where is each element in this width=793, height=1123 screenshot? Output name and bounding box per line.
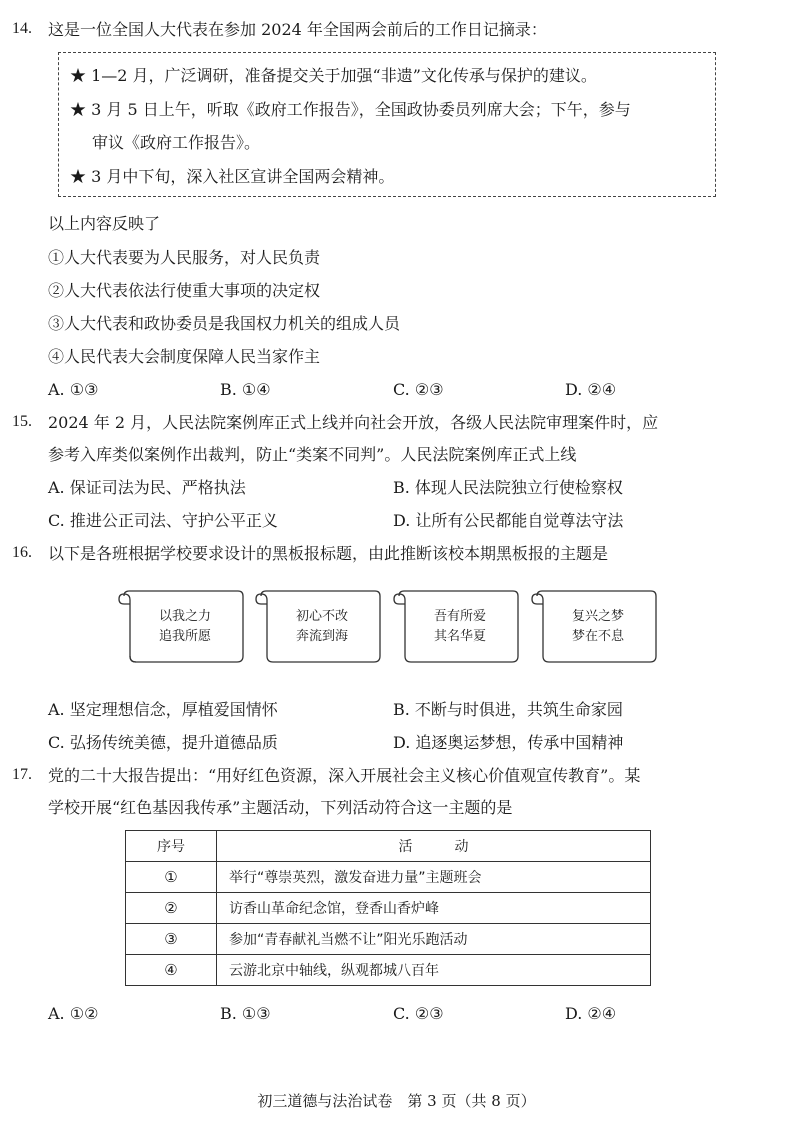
statement-2: ②人大代表依法行使重大事项的决定权 [48,281,321,300]
q14-option-a[interactable]: A. ①③ [48,380,99,399]
diary-line-2: ★ 3 月 5 日上午，听取《政府工作报告》，全国政协委员列席大会；下午，参与 [70,100,631,119]
banner-3-line-1: 吾有所爱 [433,609,486,624]
question-17-stem-line-1: 党的二十大报告提出：“用好红色资源，深入开展社会主义核心价值观宣传教育”。某 [48,766,641,785]
q17-option-d[interactable]: D. ②④ [565,1004,617,1023]
table-cell-activity: 举行“尊崇英烈，激发奋进力量”主题班会 [217,862,651,893]
q14-option-d[interactable]: D. ②④ [565,380,617,399]
question-15-stem-line-1: 2024 年 2 月，人民法院案例库正式上线并向社会开放，各级人民法院审理案件时，应 [48,413,659,432]
table-row [126,862,651,893]
question-14-stem: 这是一位全国人大代表在参加 2024 年全国两会前后的工作日记摘录： [48,20,547,39]
q16-option-c[interactable]: C. 弘扬传统美德，提升道德品质 [48,733,278,752]
q14-option-c[interactable]: C. ②③ [393,380,444,399]
statement-3: ③人大代表和政协委员是我国权力机关的组成人员 [48,314,401,333]
question-16-stem: 以下是各班根据学校要求设计的黑板报标题，由此推断该校本期黑板报的主题是 [48,544,609,563]
q15-option-a[interactable]: A. 保证司法为民、严格执法 [48,478,246,497]
banner-4-line-2: 梦在不息 [571,629,624,644]
table-cell-index: ① [126,862,217,893]
q16-option-d[interactable]: D. 追逐奥运梦想，传承中国精神 [393,733,624,752]
question-17-number: 17. [12,766,32,783]
statement-4: ④人民代表大会制度保障人民当家作主 [48,347,321,366]
table-header-row [126,831,651,862]
banner-1-line-1: 以我之力 [158,609,211,624]
blackboard-banner-3 [393,590,519,664]
banner-2-line-2: 奔流到海 [295,629,348,644]
table-cell-index: ④ [126,955,217,986]
question-17-stem-line-2: 学校开展“红色基因我传承”主题活动，下列活动符合这一主题的是 [48,798,513,817]
blackboard-banner-4 [531,590,657,664]
q17-option-b[interactable]: B. ①③ [220,1004,271,1023]
q16-option-b[interactable]: B. 不断与时俱进，共筑生命家园 [393,700,623,719]
diary-line-1: ★ 1—2 月，广泛调研，准备提交关于加强“非遗”文化传承与保护的建议。 [70,66,597,85]
q15-option-c[interactable]: C. 推进公正司法、守护公平正义 [48,511,278,530]
q16-option-a[interactable]: A. 坚定理想信念，厚植爱国情怀 [48,700,278,719]
statement-1: ①人大代表要为人民服务，对人民负责 [48,248,321,267]
table-cell-activity: 参加“青春献礼当燃不让”阳光乐跑活动 [217,924,651,955]
table-cell-activity: 访香山革命纪念馆，登香山香炉峰 [217,893,651,924]
table-row [126,955,651,986]
question-14-prompt: 以上内容反映了 [48,214,161,233]
question-16-number: 16. [12,544,32,561]
banner-2-line-1: 初心不改 [295,609,348,624]
activity-table [125,830,651,986]
page-footer: 初三道德与法治试卷 第 3 页（共 8 页） [257,1092,536,1110]
q14-option-b[interactable]: B. ①④ [220,380,271,399]
table-cell-index: ③ [126,924,217,955]
banner-1-line-2: 追我所愿 [158,629,211,644]
table-header-activity: 活 动 [217,831,651,862]
question-14-number: 14. [12,20,32,37]
blackboard-banner-1 [118,590,244,664]
diary-line-3: 审议《政府工作报告》。 [92,133,261,152]
table-header-index: 序号 [126,831,217,862]
q15-option-b[interactable]: B. 体现人民法院独立行使检察权 [393,478,623,497]
q17-option-c[interactable]: C. ②③ [393,1004,444,1023]
q15-option-d[interactable]: D. 让所有公民都能自觉尊法守法 [393,511,624,530]
banner-4-line-1: 复兴之梦 [571,609,624,624]
q17-option-a[interactable]: A. ①② [48,1004,99,1023]
banner-3-line-2: 其名华夏 [433,629,486,644]
table-row [126,924,651,955]
table-cell-index: ② [126,893,217,924]
question-15-number: 15. [12,413,32,430]
table-cell-activity: 云游北京中轴线，纵观都城八百年 [217,955,651,986]
question-15-stem-line-2: 参考入库类似案例作出裁判，防止“类案不同判”。人民法院案例库正式上线 [48,445,577,464]
blackboard-banner-2 [255,590,381,664]
diary-line-4: ★ 3 月中下旬，深入社区宣讲全国两会精神。 [70,167,395,186]
table-row [126,893,651,924]
